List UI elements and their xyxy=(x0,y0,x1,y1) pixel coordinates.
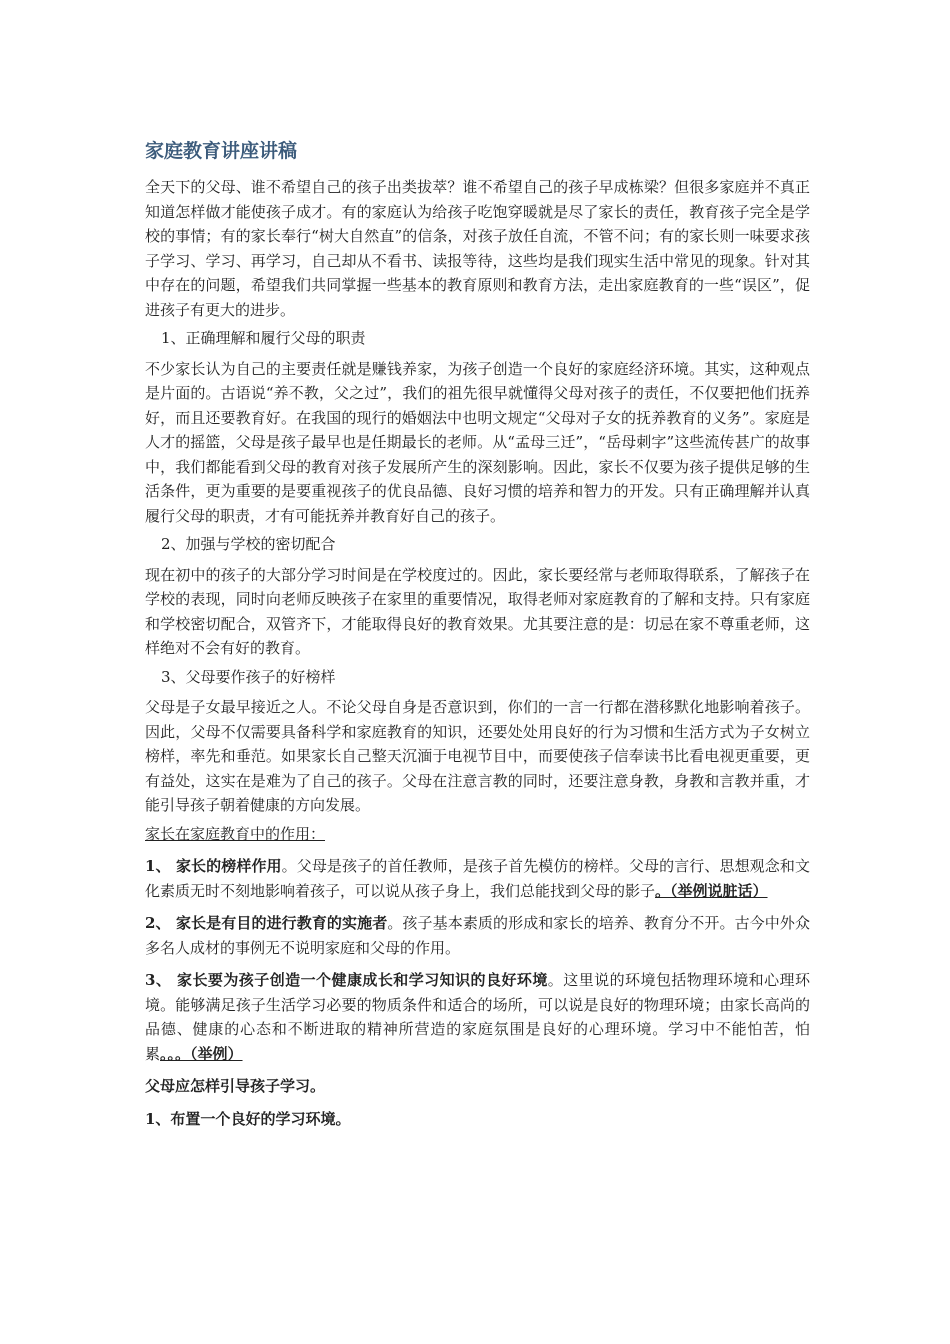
role-item-1-lead: 1、 家长的榜样作用 xyxy=(145,857,282,875)
role-item-1-example: 。（举例说脏话） xyxy=(655,881,768,900)
guide-item-1: 1、布置一个良好的学习环境。 xyxy=(145,1109,351,1128)
role-item-3-lead: 3、 家长要为孩子创造一个健康成长和学习知识的良好环境 xyxy=(145,971,548,989)
role-item-2-text: 。孩子基本素质的形成和家长的培养、教育分不开。古今中外众多名人成材的事例无不说明家庭和父母的作用。 xyxy=(145,914,810,957)
role-item-1-text: 。父母是孩子的首任教师，是孩子首先模仿的榜样。父母的言行、思想观念和文化素质无时不刻地影响着孩子，可以说从孩子身上，我们总能找到父母的影子 xyxy=(145,857,810,900)
role-item-2-lead: 2、 家长是有目的进行教育的实施者 xyxy=(145,914,388,932)
role-item-1 xyxy=(145,854,810,903)
section-2-body: 现在初中的孩子的大部分学习时间是在学校度过的。因此，家长要经常与老师取得联系，了解孩子在学校的表现，同时向老师反映孩子在家里的重要情况，取得老师对家庭教育的了解和支持。只有家庭和学校密切配合，双管齐下，才能取得良好的教育效果。尤其要注意的是：切忌在家不尊重老师，这样绝对不会有好的教育。 xyxy=(145,565,810,657)
section-1-heading: 1、正确理解和履行父母的职责 xyxy=(161,329,366,347)
role-item-2 xyxy=(145,911,810,960)
document-title: 家庭教育讲座讲稿 xyxy=(145,140,298,162)
section-2-heading: 2、加强与学校的密切配合 xyxy=(161,535,336,553)
intro-paragraph: 全天下的父母、谁不希望自己的孩子出类拔萃？谁不希望自己的孩子早成栋梁？但很多家庭并不真正知道怎样做才能使孩子成才。有的家庭认为给孩子吃饱穿暖就是尽了家长的责任，教育孩子完全是学校的事情；有的家长奉行“树大自然直”的信条，对孩子放任自流，不管不问；有的家长则一味要求孩子学习、学习、再学习，自己却从不看书、读报等待，这些均是我们现实生活中常见的现象。针对其中存在的问题，希望我们共同掌握一些基本的教育原则和教育方法，走出家庭教育的一些“误区”，促进孩子有更大的进步。 xyxy=(145,178,810,319)
document-content xyxy=(145,138,810,1139)
role-item-3 xyxy=(145,968,810,1066)
role-item-3-text: 。这里说的环境包括物理环境和心理环境。能够满足孩子生活学习必要的物质条件和适合的场所，可以说是良好的物理环境；由家长高尚的品德、健康的心态和不断进取的精神所营造的家庭氛围是良好的心理环境。学习中不能怕苦，怕累 xyxy=(145,971,810,1063)
role-heading: 家长在家庭教育中的作用： xyxy=(145,824,326,843)
guide-heading: 父母应怎样引导孩子学习。 xyxy=(145,1077,326,1095)
section-3-heading: 3、父母要作孩子的好榜样 xyxy=(161,667,336,686)
section-1-body: 不少家长认为自己的主要责任就是赚钱养家，为孩子创造一个良好的家庭经济环境。其实，这种观点是片面的。古语说“养不教，父之过”，我们的祖先很早就懂得父母对孩子的责任，不仅要把他们抚养好，而且还要教育好。在我国的现行的婚姻法中也明文规定“父母对子女的抚养教育的义务”。家庭是人才的摇篮，父母是孩子最早也是任期最长的老师。从“孟母三迁”，“岳母刺字”这些流传甚广的故事中，我们都能看到父母的教育对孩子发展所产生的深刻影响。因此，家长不仅要为孩子提供足够的生活条件，更为重要的是要重视孩子的优良品德、良好习惯的培养和智力的开发。只有正确理解并认真履行父母的职责，才有可能抚养并教育好自己的孩子。 xyxy=(145,359,810,525)
role-item-3-example: 。。。（举例） xyxy=(160,1044,243,1063)
section-3-body: 父母是子女最早接近之人。不论父母自身是否意识到，你们的一言一行都在潜移默化地影响着孩子。因此，父母不仅需要具备科学和家庭教育的知识，还要处处用良好的行为习惯和生活方式为子女树立榜样，率先和垂范。如果家长自己整天沉湎于电视节目中，而要使孩子信奉读书比看电视更重要，更有益处，这实在是难为了自己的孩子。父母在注意言教的同时，还要注意身教，身教和言教并重，才能引导孩子朝着健康的方向发展。 xyxy=(145,698,810,814)
